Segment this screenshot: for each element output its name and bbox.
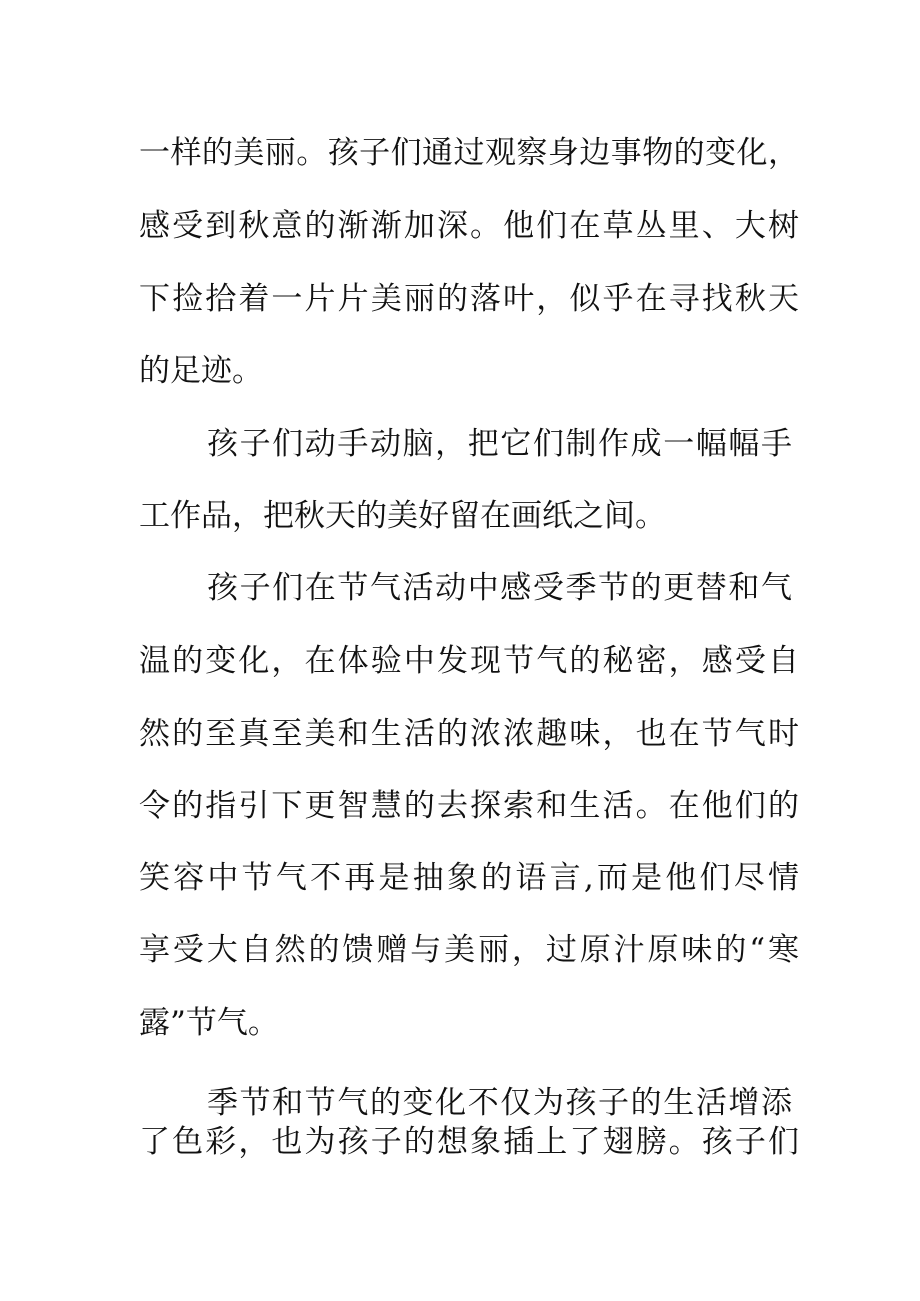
text-line: 享受大自然的馈赠与美丽，过原汁原味的“寒 bbox=[139, 932, 799, 968]
text-line: 令的指引下更智慧的去探索和生活。在他们的 bbox=[139, 788, 799, 824]
text-line: 一样的美丽。孩子们通过观察身边事物的变化， bbox=[139, 135, 799, 171]
text-line: 然的至真至美和生活的浓浓趣味，也在节气时 bbox=[139, 716, 799, 752]
text-line: 温的变化，在体验中发现节气的秘密，感受自 bbox=[139, 643, 799, 679]
text-line: 工作品，把秋天的美好留在画纸之间。 bbox=[139, 498, 666, 534]
text-line: 露”节气。 bbox=[139, 1005, 279, 1041]
text-line: 的足迹。 bbox=[139, 353, 263, 389]
text-line: 了色彩，也为孩子的想象插上了翅膀。孩子们 bbox=[139, 1124, 799, 1160]
text-line: 孩子们动手动脑，把它们制作成一幅幅手 bbox=[207, 426, 792, 462]
text-line: 孩子们在节气活动中感受季节的更替和气 bbox=[207, 570, 792, 606]
text-line: 下捡拾着一片片美丽的落叶，似乎在寻找秋天 bbox=[139, 281, 799, 317]
text-line: 感受到秋意的渐渐加深。他们在草丛里、大树 bbox=[139, 208, 799, 244]
text-line: 笑容中节气不再是抽象的语言,而是他们尽情 bbox=[139, 860, 799, 896]
text-line: 季节和节气的变化不仅为孩子的生活增添 bbox=[207, 1085, 792, 1121]
